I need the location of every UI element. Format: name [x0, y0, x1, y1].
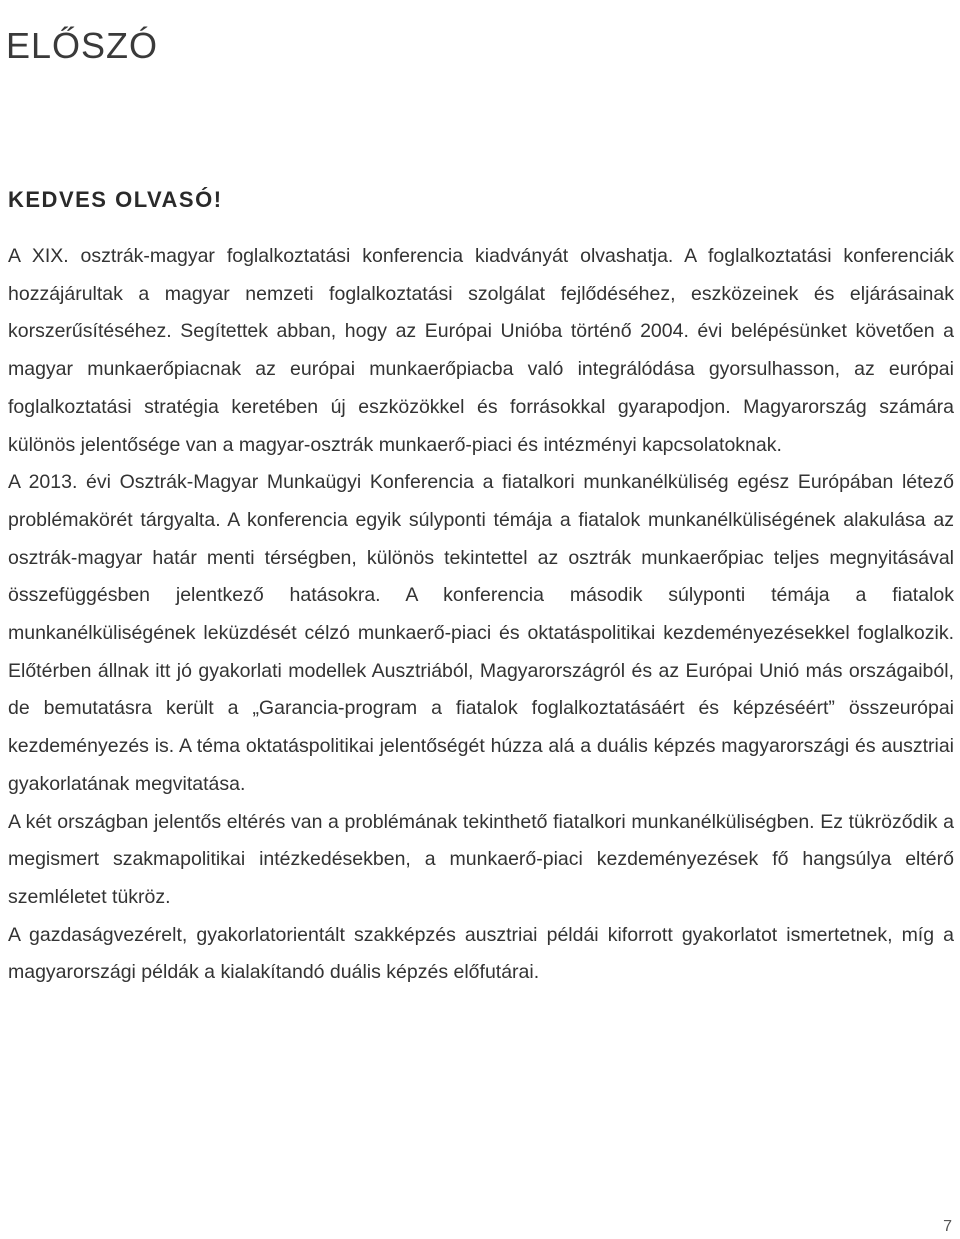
paragraph: A gazdaságvezérelt, gyakorlatorientált szakképzés ausztriai példái kiforrott gyakorlatot ismertetnek, míg a magyarországi példák a kialakítandó duális képzés előfutárai.: [8, 923, 954, 984]
page-number: 7: [943, 1218, 952, 1235]
paragraph: A 2013. évi Osztrák-Magyar Munkaügyi Konferencia a fiatalkori munkanélküliség egész Európában létező problémakörét tárgyalta. A konferencia egyik súlyponti témája a fiatalok munkanélküliségének alakulása az osztrák-magyar határ menti térségben, különös tekintettel az osztrák munkaerőpiac teljes megnyitásával összefüggésben jelentkező hatásokra. A konferencia második súlyponti témája a fiatalok munkanélküliségének leküzdését célzó munkaerő-piaci és oktatáspolitikai kezdeményezésekkel foglalkozik. Előtérben állnak itt jó gyakorlati modellek Ausztriából, Magyarországról és az Európai Unió más országaiból, de bemutatásra került a „Garancia-program a fiatalok foglalkoztatásáért és képzéséért” összeurópai kezdeményezés is. A téma oktatáspolitikai jelentőségét húzza alá a duális képzés magyarországi és ausztriai gyakorlatának megvitatása.: [8, 471, 954, 795]
paragraph: A két országban jelentős eltérés van a problémának tekinthető fiatalkori munkanélküliségben. Ez tükröződik a megismert szakmapolitikai intézkedésekben, a munkaerő-piaci kezdeményezések fő hangsúlya eltérő szemléletet tükröz.: [8, 810, 954, 908]
body-text: [8, 238, 954, 992]
paragraph: A XIX. osztrák-magyar foglalkoztatási konferencia kiadványát olvashatja. A foglalkoztatási konferenciák hozzájárultak a magyar nemzeti foglalkoztatási szolgálat fejlődéséhez, eszközeinek és eljárásainak korszerűsítéséhez. Segítettek abban, hogy az Európai Unióba történő 2004. évi belépésünket követően a magyar munkaerőpiacnak az európai munkaerőpiacba való integrálódása gyorsulhasson, az európai foglalkoztatási stratégia keretében új eszközökkel és forrásokkal gyarapodjon. Magyarország számára különös jelentősége van a magyar-osztrák munkaerő-piaci és intézményi kapcsolatoknak.: [8, 245, 954, 456]
page-title: ELŐSZÓ: [6, 25, 159, 67]
greeting-heading: KEDVES OLVASÓ!: [8, 187, 223, 213]
